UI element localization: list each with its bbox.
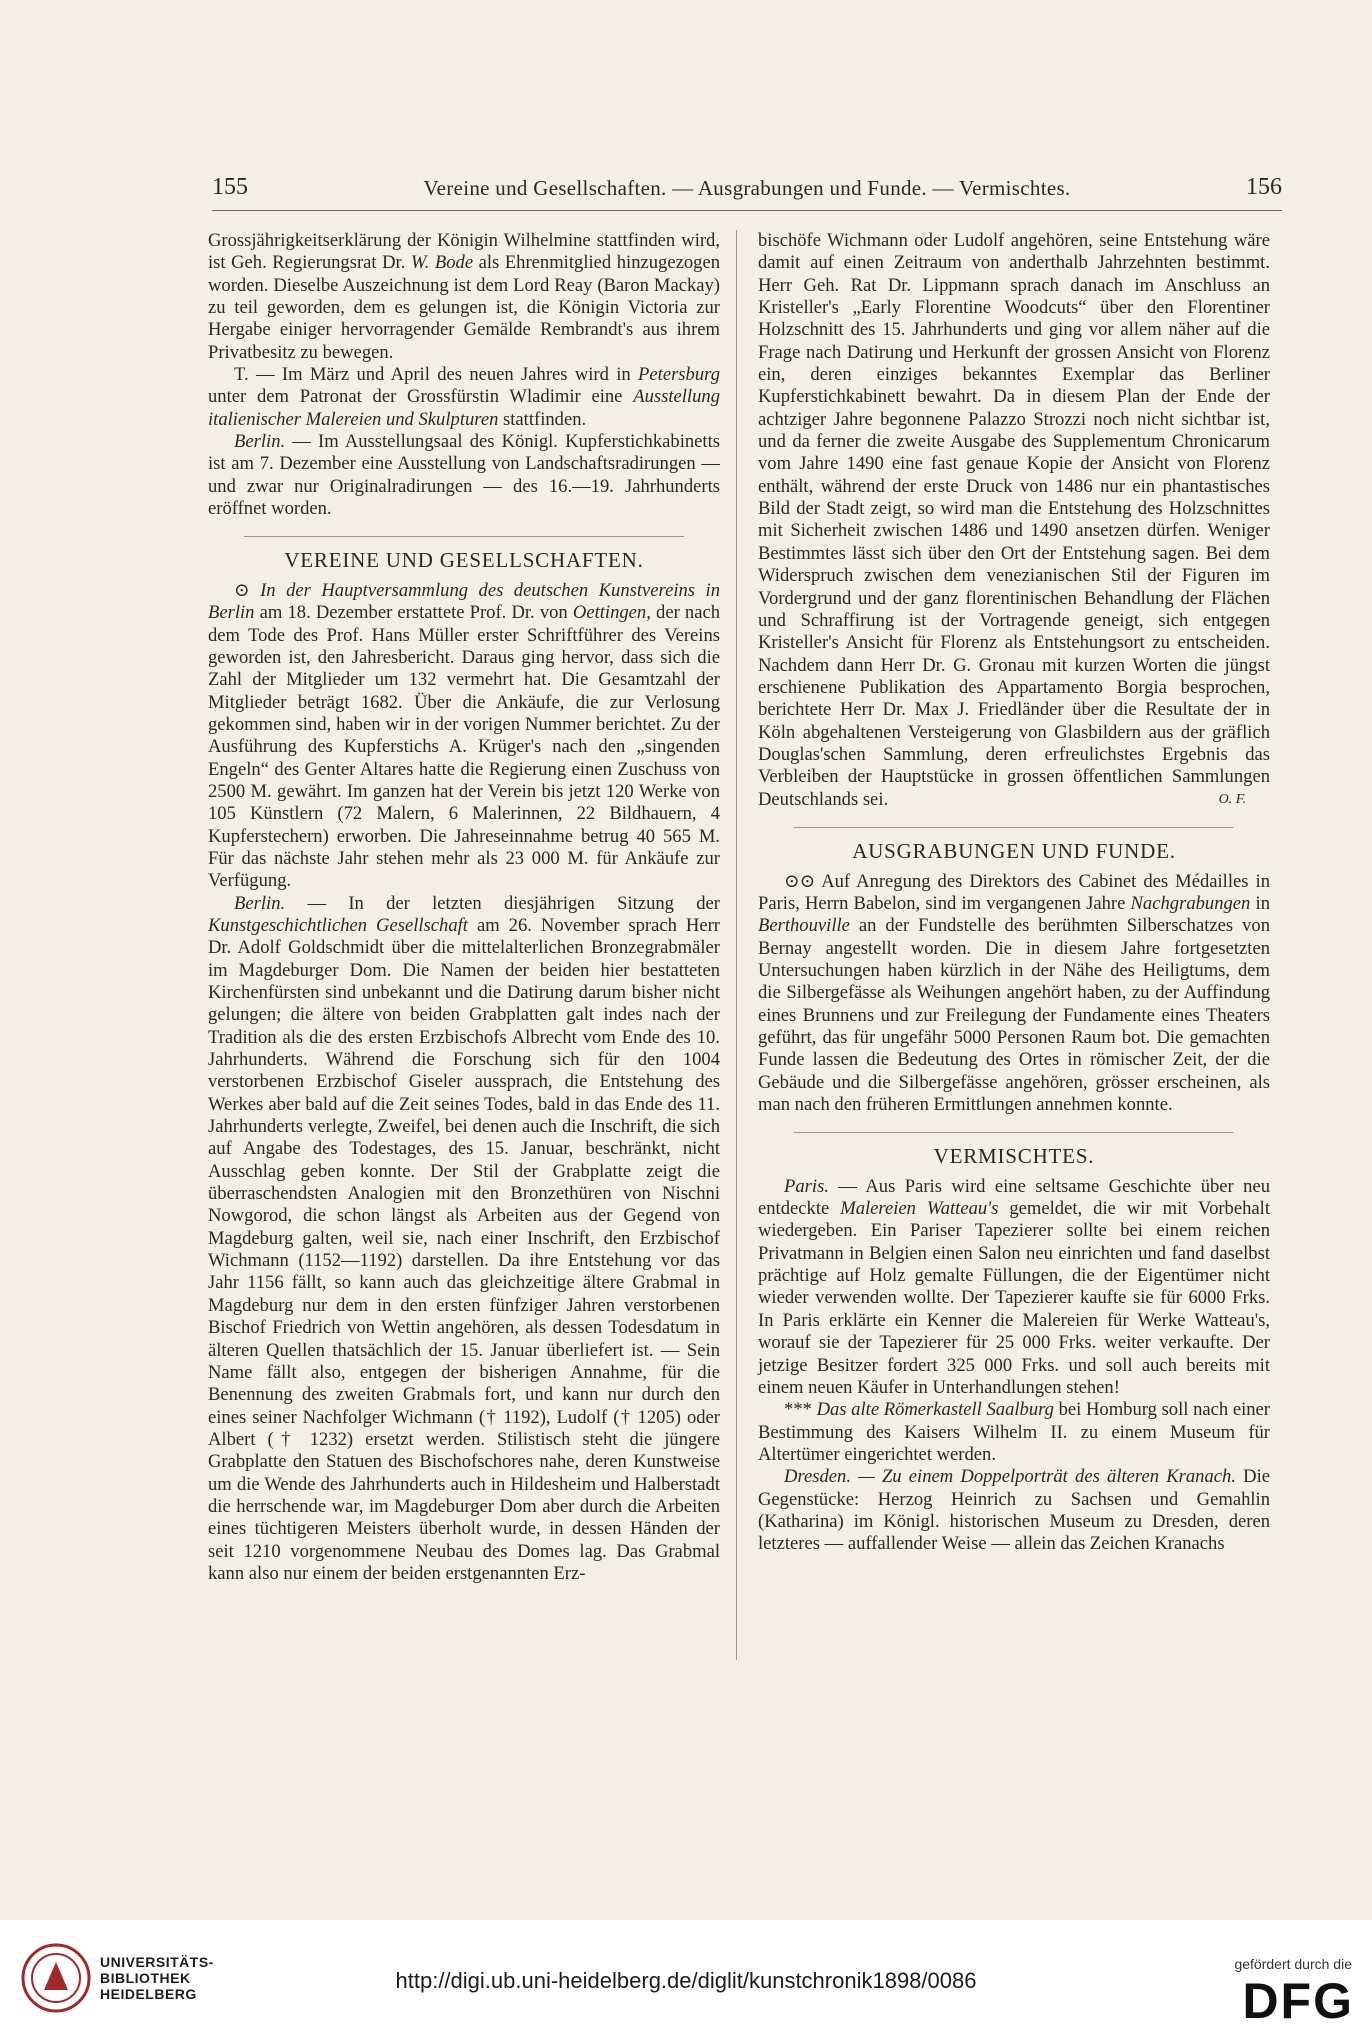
paragraph: ⊙⊙ Auf Anregung des Direktors des Cabinet des Médailles in Paris, Herrn Babelon, sind im vergangenen Jahre Nachgrabungen in Berthouville an der Fundstelle des berühmten Silberschatzes von Bernay angestellt worden. Die in diesem Jahre fortgesetzten Untersuchungen haben kürzlich in der Nähe des Heiligtums, dem die Silbergefässe als Weihungen angehört haben, zu der Auffindung eines Brunnens und zur Freilegung der Fundamente eines Theaters geführt, das für ungefähr 5000 Personen Raum bot. Die gemachten Funde lassen die Bedeutung des Ortes in römischer Zeit, der die Gebäude und die Silbergefässe angehören, grösser erscheinen, als man nach den früheren Ermittlungen annehmen konnte. (758, 870, 1270, 1116)
page-number-left: 155 (212, 174, 248, 200)
funding-note: gefördert durch die (1234, 1956, 1352, 1972)
page-number-right: 156 (1246, 174, 1282, 200)
library-name: UNIVERSITÄTS- BIBLIOTHEK HEIDELBERG (100, 1954, 214, 2002)
paragraph: Paris. — Aus Paris wird eine seltsame Geschichte über neu entdeckte Malereien Watteau's gemeldet, die wir mit Vorbehalt wiedergeben. Ein Pariser Tapezierer sollte bei einem reichen Privatmann in Belgien einen Salon neu einrichten und fand daselbst prächtige auf Holz gemalte Füllungen, die der Eigentümer nicht wieder verwenden wollte. Der Tapezierer kaufte sie für 6000 Frks. In Paris erklärte ein Kenner die Malereien für Werke Watteau's, worauf sie der Tapezierer für 25 000 Frks. weiter verkaufte. Der jetzige Besitzer fordert 325 000 Frks. und soll auch bereits mit einem neuen Käufer in Unterhandlungen stehen! (758, 1175, 1270, 1398)
column-rule (736, 230, 737, 1660)
running-header (212, 172, 1282, 206)
section-divider (244, 536, 684, 537)
section-heading-vermischtes: VERMISCHTES. (933, 1144, 1095, 1169)
paragraph: Dresden. — Zu einem Doppelporträt des älteren Kranach. Die Gegenstücke: Herzog Heinrich zu Sachsen und Gemahlin (Katharina) im Königl. historischen Museum zu Dresden, deren letzteres — auffallender Weise — allein das Zeichen Kranachs (758, 1466, 1271, 1555)
running-title: Vereine und Gesellschaften. — Ausgrabungen und Funde. — Vermischtes. (423, 176, 1071, 200)
document-url-link[interactable]: http://digi.ub.uni-heidelberg.de/diglit/kunstchronik1898/0086 (395, 1968, 977, 1993)
left-column (208, 230, 720, 1585)
paragraph: Berlin. — Im Ausstellungsaal des Königl. Kupferstichkabinetts ist am 7. Dezember eine Ausstellung von Landschaftsradirungen — und zwar nur Originalradirungen — des 16.—19. Jahrhunderts eröffnet worden. (208, 431, 720, 520)
library-footer (0, 1920, 1372, 2032)
section-divider (794, 1132, 1234, 1133)
paragraph: Berlin. — In der letzten diesjährigen Sitzung der Kunstgeschichtlichen Gesellschaft am 26. November sprach Herr Dr. Adolf Goldschmidt über die mittelalterlichen Bronzegrabmäler im Magdeburger Dom. Die Namen der beiden hier bestatteten Kirchenfürsten sind unbekannt und die Datirung darum bisher nicht gelungen; die ältere von beiden Grabplatten galt indes nach der Tradition als die des ersten Erzbischofs Albrecht vom Ende des 10. Jahrhunderts. Während die Forschung sich für den 1004 verstorbenen Erzbischof Giseler aussprach, die Entstehung des Werkes aber bald auf die Zeit seines Todes, bald in das Ende des 11. Jahrhunderts verlegte, Zweifel, bei denen auch die Inschrift, die sich auf Angabe des Todestages, des 15. Januar, beschränkt, nicht Ausschlag geben konnte. Der Stil der Grabplatte zeigt die überraschendsten Analogien mit den Bronzethüren von Nischni Nowgorod, die schon längst als Arbeiten aus der Gegend von Magdeburg galten, weil sie, nach einer Inschrift, den Erzbischof Wichmann (1152—1192) darstellen. Da ihre Entstehung vor das Jahr 1156 fällt, so kann auch das gleichzeitige ältere Grabmal in Magdeburg nur dem in den ersten fünfziger Jahren verstorbenen Bischof Friedrich von Wettin angehören, als dessen Todesdatum in älteren Quellen thatsächlich der 15. Januar überliefert ist. — Sein Name fällt also, entgegen der bisherigen Annahme, für die Benennung des zweiten Grabmals fort, und kann nur durch den eines seiner Nachfolger Wichmann († 1192), Ludolf († 1205) oder Albert († 1232) ersetzt werden. Stilistisch steht die jüngere Grabplatte den Statuen des Bischofschores nahe, deren Kunstweise um die Wende des Jahrhunderts auch in Hildesheim und Halberstadt die herrschende war, im Magdeburger Dom aber durch die Arbeiten eines tüchtigeren Meisters überholt wurde, in dessen Händen der seit 1210 vorgenommene Neubau des Domes lag. Das Grabmal kann also nur einem der beiden erstgenannten Erz- (208, 892, 720, 1584)
section-heading-vereine: VEREINE UND GESELLSCHAFTEN. (284, 548, 644, 573)
paragraph: bischöfe Wichmann oder Ludolf angehören, seine Entstehung wäre damit auf einen Zeitraum von anderthalb Jahrzehnten bestimmt. Herr Geh. Rat Dr. Lippmann sprach danach im Anschluss an Kristeller's „Early Florentine Woodcuts“ über den Florentiner Holzschnitt des 15. Jahrhunderts und ging vor allem näher auf die Frage nach Datirung und Herkunft der grossen Ansicht von Florenz ein, deren einziges bekanntes Exemplar das Berliner Kupferstichkabinett bewahrt. Da in diesem Plan der Ende der achtziger Jahre begonnene Palazzo Strozzi noch nicht sichtbar ist, und da ferner die zweite Ausgabe des Supplementum Chronicarum vom Jahre 1490 eine fast genaue Kopie der Ansicht von Florenz enthält, während der erste Druck von 1486 nur ein phantastisches Bild der Stadt zeigt, so wird man die Entstehung des Holzschnittes mit Sicherheit zwischen 1486 und 1490 ansetzen dürfen. Weniger Bestimmtes lässt sich über den Ort der Entstehung sagen. Bei dem Widerspruch zwischen dem venezianischen Stil der Figuren im Vordergrund und der ganz florentinischen Behandlung der Flächen und Schraffirung ist der Vortragende geneigt, sich entgegen Kristeller's Ansicht für Florenz als Entstehungsort zu entscheiden. Nachdem dann Herr Dr. G. Gronau mit kurzen Worten die jüngst erschienene Publikation des Appartamento Borgia besprochen, berichtete Herr Dr. Max J. Friedländer über die Resultate der in Köln abgehaltenen Versteigerung von Glasbildern aus der gräflich Douglas'schen Sammlung, deren erfreulichstes Ergebnis das Verbleiben der Hauptstücke in grossen öffentlichen Sammlungen Deutschlands sei. (758, 230, 1270, 810)
paragraph: Grossjährigkeitserklärung der Königin Wilhelmine stattfinden wird, ist Geh. Regierungsrat Dr. W. Bode als Ehrenmitglied hinzugezogen worden. Dieselbe Auszeichnung ist dem Lord Reay (Baron Mackay) zu teil geworden, dem es gelungen ist, die Königin Victoria zur Hergabe einiger hervorragender Gemälde Rembrandt's aus ihrem Privatbesitz zu bewegen. (208, 230, 720, 363)
paragraph: ⊙ In der Hauptversammlung des deutschen Kunstvereins in Berlin am 18. Dezember erstattete Prof. Dr. von Oettingen, der nach dem Tode des Prof. Hans Müller erster Schriftführer des Vereins geworden ist, den Jahresbericht. Daraus ging hervor, dass sich die Zahl der Mitglieder um 132 vermehrt hat. Die Gesamtzahl der Mitglieder beträgt 1682. Über die Ankäufe, die zur Verlosung gekommen sind, haben wir in der vorigen Nummer berichtet. Zu der Ausführung des Kupferstichs A. Krüger's nach den „singenden Engeln“ des Genter Altares hatte die Regierung einen Zuschuss von 2500 M. gewährt. Im ganzen hat der Verein bis jetzt 120 Werke von 105 Künstlern (72 Malern, 6 Malerinnen, 22 Bildhauern, 4 Kupferstechern) erworben. Die Jahreseinnahme betrug 40 565 M. Für das nächste Jahr stehen mehr als 23 000 M. für Ankäufe zur Verfügung. (208, 579, 721, 892)
dfg-logo: DFG (1242, 1973, 1354, 2029)
header-rule (212, 210, 1282, 211)
paragraph: *** Das alte Römerkastell Saalburg bei Homburg soll nach einer Bestimmung des Kaisers Wilhelm II. zu einem Museum für Altertümer eingerichtet werden. (758, 1399, 1270, 1465)
paragraph: T. — Im März und April des neuen Jahres wird in Petersburg unter dem Patronat der Grossfürstin Wladimir eine Ausstellung italienischer Malereien und Skulpturen stattfinden. (208, 364, 720, 430)
section-divider (794, 827, 1234, 828)
right-column (758, 230, 1270, 1556)
author-initials: O. F. (1218, 791, 1246, 807)
section-heading-ausgrabungen: AUSGRABUNGEN UND FUNDE. (852, 839, 1176, 864)
